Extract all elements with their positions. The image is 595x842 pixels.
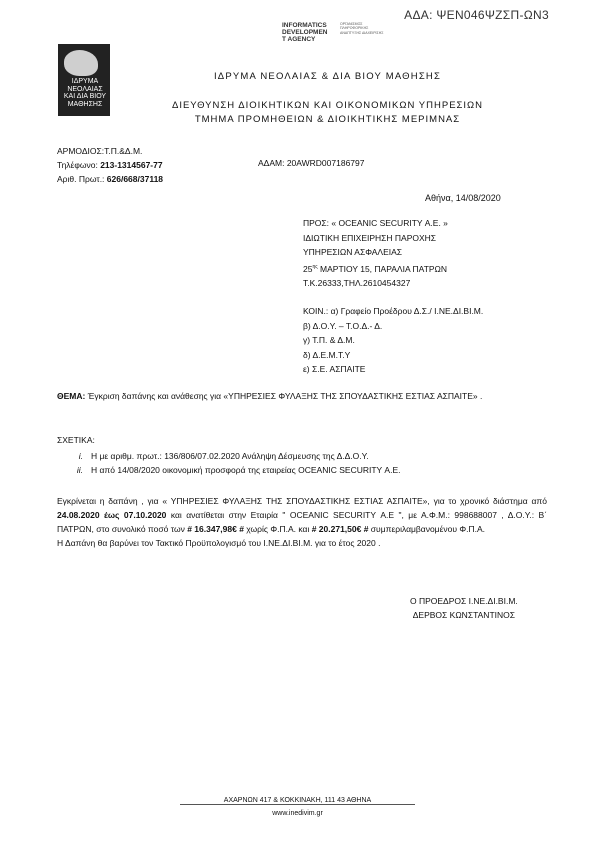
ada-code: ΑΔΑ: ΨΕΝ046ΨΖΣΠ-ΩΝ3 — [404, 8, 549, 22]
recipient-line5: Τ.Κ.26333,ΤΗΛ.2610454327 — [303, 277, 411, 288]
directorate-title: ΔΙΕΥΘΥΝΣΗ ΔΙΟΙΚΗΤΙΚΩΝ ΚΑΙ ΟΙΚΟΝΟΜΙΚΩΝ ΥΠΗΡΕΣΙΩΝ — [171, 100, 484, 111]
adam-code: ΑΔΑΜ: 20AWRD007186797 — [258, 158, 365, 168]
logo-line3: ΚΑΙ ΔΙΑ ΒΙΟΥ — [63, 93, 107, 100]
footer-website: www.inedivim.gr — [272, 810, 323, 817]
budget-paragraph: Η Δαπάνη θα βαρύνει τον Τακτικό Προϋπολογισμό του Ι.ΝΕ.ΔΙ.ΒΙ.Μ. για το έτος 2020 . — [57, 538, 381, 548]
approval-paragraph: Εγκρίνεται η δαπάνη , για « ΥΠΗΡΕΣΙΕΣ ΦΥΛΑΞΗΣ ΤΗΣ ΣΠΟΥΔΑΣΤΙΚΗΣ ΕΣΤΙΑΣ ΑΣΠΑΙΤΕ», για το χρονικό διάστημα από 24.08.2020 έως 07.10.2020 και ανατίθεται στην Εταιρία " OCEANIC SECURITY Α.Ε ", με Α.Φ.Μ.: 998688007 , Δ.Ο.Υ.: Β΄ ΠΑΤΡΩΝ, στο συνολικό ποσό των # 16.347,98€ # χωρίς Φ.Π.Α. και # 20.271,50€ # συμπεριλαμβανομένου Φ.Π.Α. — [57, 496, 547, 534]
recipient-line1: ΠΡΟΣ: « OCEANIC SECURITY Α.Ε. » — [303, 218, 448, 228]
info-logo-subtext: ΟΡΓΑΝΙΣΜΟΣ ΠΛΗΡΟΦΟΡΙΚΗΣ ΑΝΑΠΤΥΞΗΣ ΔΙΑΧΕΙΡΙΣΗΣ — [340, 22, 384, 35]
signature-block — [410, 594, 518, 622]
informatics-agency-logo — [282, 22, 328, 43]
footer-address: ΑΧΑΡΝΩΝ 417 & ΚΟΚΚΙΝΑΚΗ, 111 43 ΑΘΗΝΑ — [223, 797, 372, 804]
info-logo-line3: T AGENCY — [282, 36, 316, 43]
logo-line2: ΝΕΟΛΑΙΑΣ — [67, 85, 103, 93]
protocol-line: Αριθ. Πρωτ.: 626/668/37118 — [57, 174, 164, 184]
organization-title: ΙΔΡΥΜΑ ΝΕΟΛΑΙΑΣ & ΔΙΑ ΒΙΟΥ ΜΑΘΗΣΗΣ — [213, 71, 442, 82]
subject — [57, 390, 547, 402]
subject-label: ΘΕΜΑ: — [57, 391, 88, 401]
cc-line3: γ) Τ.Π. & Δ.Μ. — [303, 335, 355, 345]
recipient-line4: $25^{\eta\varsigma}$ ΜΑΡΤΙΟΥ 15, ΠΑΡΑΛΙΑ ΠΑΤΡΩΝ — [303, 263, 448, 274]
recipient-line2: ΙΔΙΩΤΙΚΗ ΕΠΙΧΕΙΡΗΣΗ ΠΑΡΟΧΗΣ — [303, 232, 437, 243]
references-heading: ΣΧΕΤΙΚΑ: — [57, 435, 95, 445]
phone-line: Τηλέφωνο: 213-1314567-77 — [57, 160, 163, 170]
references-list — [57, 449, 400, 477]
body-text — [57, 494, 547, 550]
info-logo-line2: DEVELOPMEN — [282, 29, 328, 36]
logo-line1: ΙΔΡΥΜΑ — [71, 78, 99, 85]
list-item: i. Η με αριθμ. πρωτ.: 136/806/07.02.2020 Ανάληψη Δέσμευσης της Δ.Δ.Ο.Υ. — [78, 451, 369, 461]
recipient-line3: ΥΠΗΡΕΣΙΩΝ ΑΣΦΑΛΕΙΑΣ — [303, 247, 403, 257]
cc-line4: δ) Δ.Ε.Μ.Τ.Υ — [303, 349, 351, 360]
logo-line4: ΜΑΘΗΣΗΣ — [67, 100, 103, 108]
sender-info — [57, 144, 163, 186]
armodios: ΑΡΜΟΔΙΟΣ:Τ.Π.&Δ.Μ. — [57, 146, 143, 156]
department-title: ΤΜΗΜΑ ΠΡΟΜΗΘΕΙΩΝ & ΔΙΟΙΚΗΤΙΚΗΣ ΜΕΡΙΜΝΑΣ — [194, 114, 461, 125]
signer-name: ΔΕΡΒΟΣ ΚΩΝΣΤΑΝΤΙΝΟΣ — [412, 610, 516, 620]
signer-title: Ο ΠΡΟΕΔΡΟΣ Ι.ΝΕ.ΔΙ.ΒΙ.Μ. — [410, 596, 518, 606]
list-item: ii. Η από 14/08/2020 οικονομική προσφορά της εταιρείας OCEANIC SECURITY Α.Ε. — [76, 465, 401, 475]
document-date: Αθήνα, 14/08/2020 — [425, 193, 501, 203]
cc-line2: β) Δ.Ο.Υ. – Τ.Ο.Δ.- Δ. — [303, 320, 383, 331]
subject-text: Έγκριση δαπάνης και ανάθεσης για «ΥΠΗΡΕΣΙΕΣ ΦΥΛΑΞΗΣ ΤΗΣ ΣΠΟΥΔΑΣΤΙΚΗΣ ΕΣΤΙΑΣ ΑΣΠΑΙΤΕ» . — [87, 391, 483, 401]
recipient-block — [303, 216, 448, 290]
info-logo-line1: INFORMATICS — [282, 22, 327, 29]
cc-line5: ε) Σ.Ε. ΑΣΠΑΙΤΕ — [303, 364, 366, 374]
cc-line1: ΚΟΙΝ.: α) Γραφείο Προέδρου Δ.Σ./ Ι.ΝΕ.ΔΙ.ΒΙ.Μ. — [303, 306, 484, 316]
cc-block — [303, 304, 483, 377]
protocol-number: 626/668/37118 — [106, 174, 164, 184]
phone-number: 213-1314567-77 — [100, 160, 163, 170]
footer-divider — [180, 804, 415, 805]
